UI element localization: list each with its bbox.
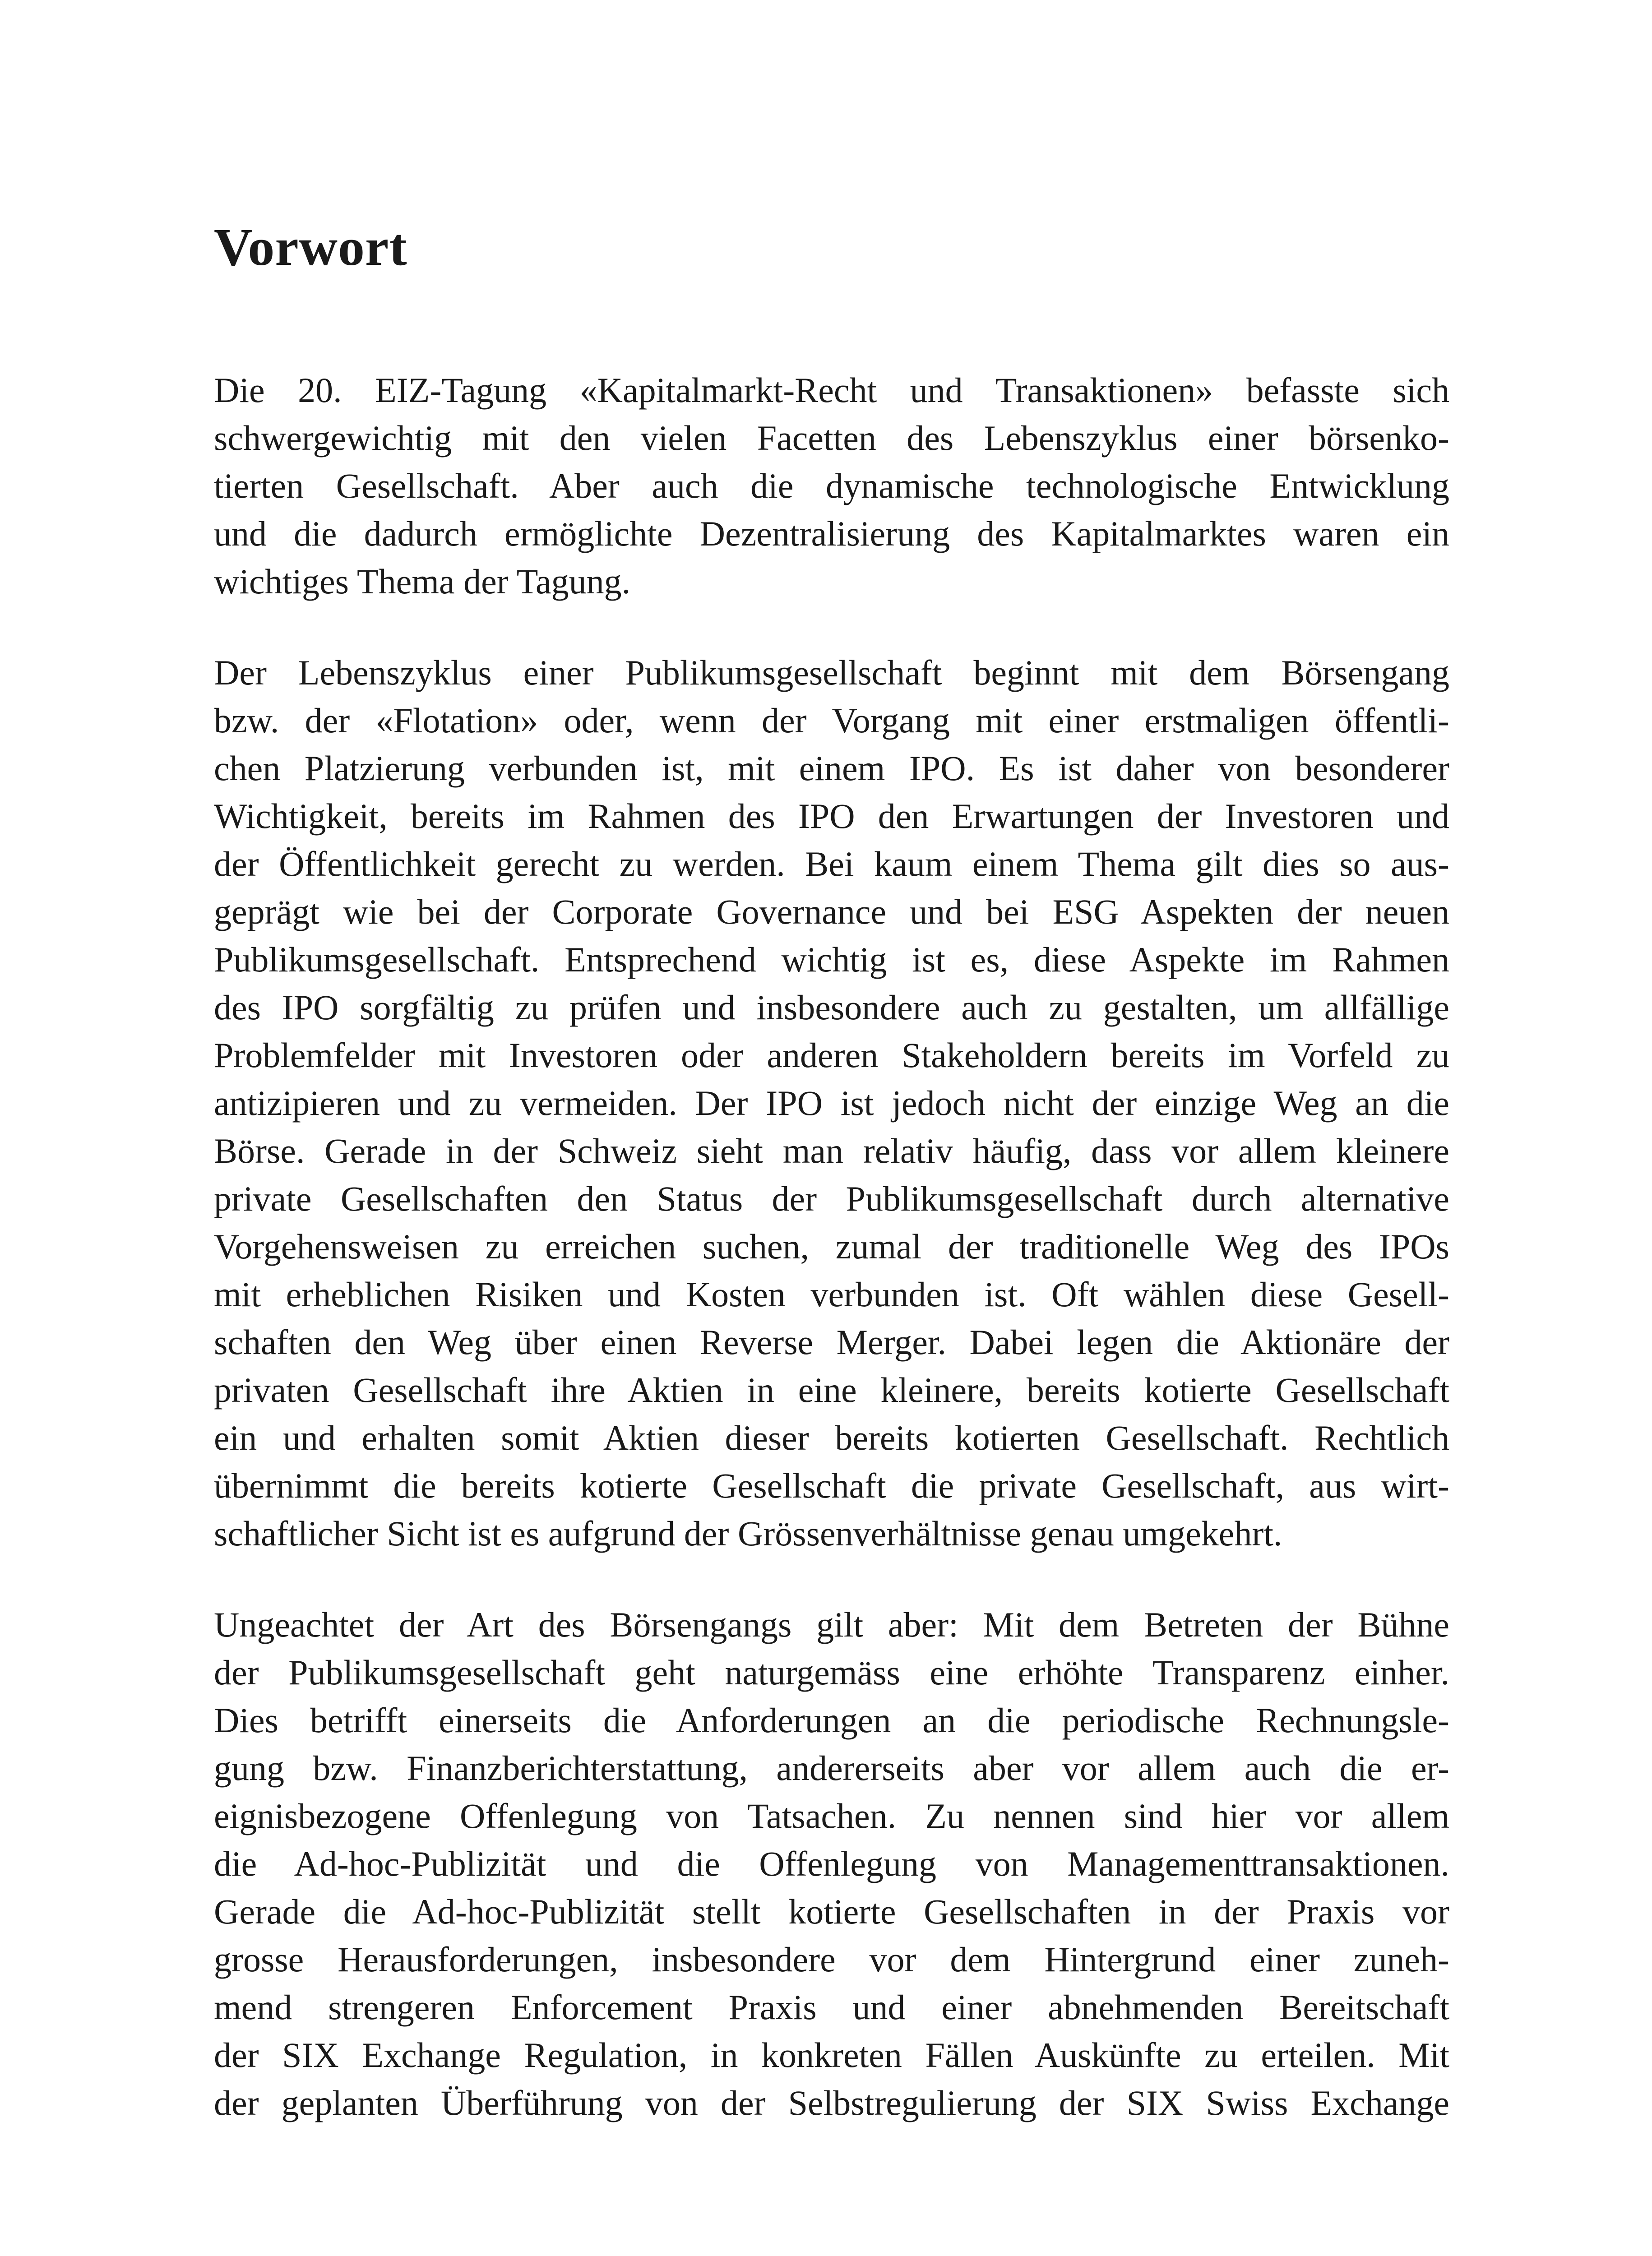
text-line: Problemfelder mit Investoren oder anderen Stakeholdern bereits im Vorfeld zu [214,1036,1449,1075]
text-line: mit erheblichen Risiken und Kosten verbunden ist. Oft wählen diese Gesell- [214,1275,1449,1314]
text-line: die Ad-hoc-Publizität und die Offenlegung von Managementtransaktionen. [214,1844,1449,1883]
text-line: übernimmt die bereits kotierte Gesellschaft die private Gesellschaft, aus wirt- [214,1466,1449,1505]
text-line: geprägt wie bei der Corporate Governance und bei ESG Aspekten der neuen [214,892,1449,931]
text-line: der Publikumsgesellschaft geht naturgemäss eine erhöhte Transparenz einher. [214,1653,1449,1692]
text-line: Dies betrifft einerseits die Anforderungen an die periodische Rechnungsle- [214,1701,1449,1740]
text-line: chen Platzierung verbunden ist, mit einem IPO. Es ist daher von besonderer [214,749,1449,788]
text-line: Die 20. EIZ-Tagung «Kapitalmarkt-Recht und Transaktionen» befasste sich [214,370,1449,410]
text-line: des IPO sorgfältig zu prüfen und insbesondere auch zu gestalten, um allfällige [214,988,1449,1027]
page-title: Vorwort [214,217,407,277]
text-line: Der Lebenszyklus einer Publikumsgesellschaft beginnt mit dem Börsengang [214,653,1449,692]
text-line: Wichtigkeit, bereits im Rahmen des IPO den Erwartungen der Investoren und [214,796,1449,836]
text-line: gung bzw. Finanzberichterstattung, andererseits aber vor allem auch die er- [214,1748,1449,1788]
text-line: und die dadurch ermöglichte Dezentralisierung des Kapitalmarktes waren ein [214,514,1449,553]
text-line: bzw. der «Flotation» oder, wenn der Vorgang mit einer erstmaligen öffentli- [214,701,1449,740]
text-line: private Gesellschaften den Status der Publikumsgesellschaft durch alternative [214,1179,1449,1218]
text-line: grosse Herausforderungen, insbesondere vor dem Hintergrund einer zuneh- [214,1940,1449,1979]
text-line: der SIX Exchange Regulation, in konkreten Fällen Auskünfte zu erteilen. Mit [214,2035,1449,2075]
text-line: privaten Gesellschaft ihre Aktien in eine kleinere, bereits kotierte Gesellschaft [214,1370,1449,1410]
paragraph-3 [214,1601,1449,2127]
text-line: schaften den Weg über einen Reverse Merger. Dabei legen die Aktionäre der [214,1322,1449,1362]
text-line: Börse. Gerade in der Schweiz sieht man relativ häufig, dass vor allem kleinere [214,1131,1449,1170]
text-line: der Öffentlichkeit gerecht zu werden. Bei kaum einem Thema gilt dies so aus- [214,844,1449,883]
text-line: Publikumsgesellschaft. Entsprechend wichtig ist es, diese Aspekte im Rahmen [214,940,1449,979]
text-line: Ungeachtet der Art des Börsengangs gilt aber: Mit dem Betreten der Bühne [214,1605,1449,1644]
text-line: mend strengeren Enforcement Praxis und einer abnehmenden Bereitschaft [214,1988,1449,2027]
text-line: antizipieren und zu vermeiden. Der IPO ist jedoch nicht der einzige Weg an die [214,1083,1449,1123]
text-line: eignisbezogene Offenlegung von Tatsachen. Zu nennen sind hier vor allem [214,1796,1449,1835]
text-line: schaftlicher Sicht ist es aufgrund der Grössenverhältnisse genau umgekehrt. [214,1514,1282,1553]
text-line: Gerade die Ad-hoc-Publizität stellt kotierte Gesellschaften in der Praxis vor [214,1892,1449,1931]
paragraph-2 [214,649,1449,1558]
text-line: ein und erhalten somit Aktien dieser bereits kotierten Gesellschaft. Rechtlich [214,1418,1449,1457]
body-text [214,366,1449,2170]
paragraph-1 [214,366,1449,606]
text-line: wichtiges Thema der Tagung. [214,562,631,601]
text-line: der geplanten Überführung von der Selbstregulierung der SIX Swiss Exchange [214,2083,1449,2122]
text-line: schwergewichtig mit den vielen Facetten des Lebenszyklus einer börsenko- [214,418,1449,458]
text-line: Vorgehensweisen zu erreichen suchen, zumal der traditionelle Weg des IPOs [214,1227,1449,1266]
text-line: tierten Gesellschaft. Aber auch die dynamische technologische Entwicklung [214,466,1449,505]
